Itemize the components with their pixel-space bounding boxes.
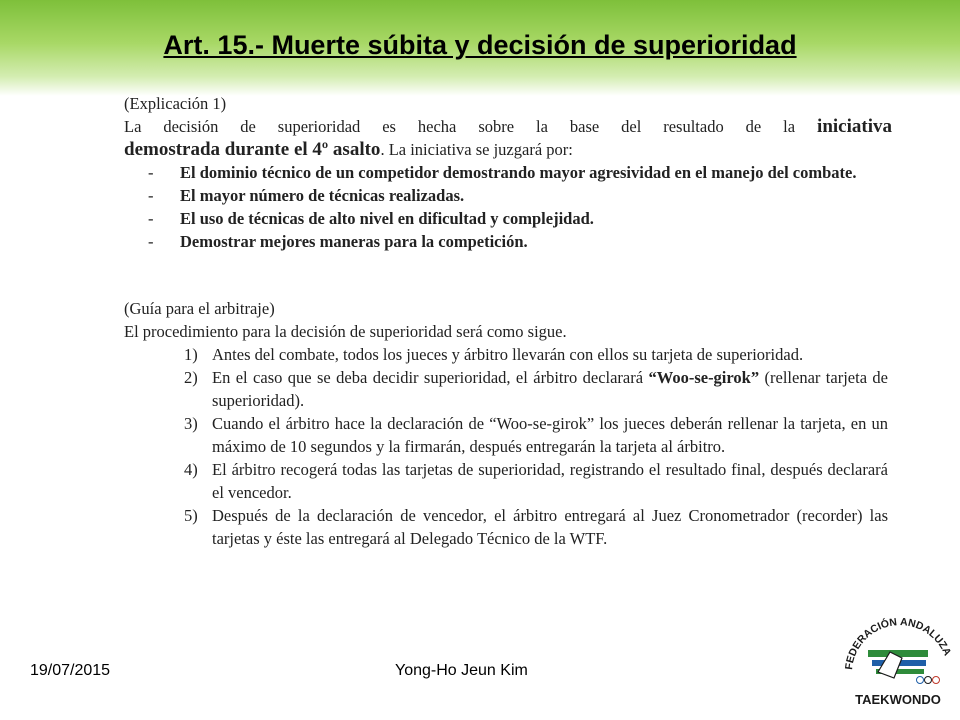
criteria-item: - El uso de técnicas de alto nivel en dificultad y complejidad. (148, 209, 594, 228)
logo-olympic-ring-2 (925, 677, 932, 684)
intro-text-end: . La iniciativa se juzgará por: (380, 140, 573, 159)
logo-olympic-ring-3 (933, 677, 940, 684)
guide-heading: (Guía para el arbitraje) (124, 299, 275, 318)
criteria-list (124, 161, 892, 253)
slide-title: Art. 15.- Muerte súbita y decisión de superioridad (163, 30, 797, 60)
procedure-step: 5) Después de la declaración de vencedor, el árbitro entregará al Juez Cronometrador (recorder) las tarjetas y éste las entregará al Delegado Técnico de la WTF. (184, 506, 888, 548)
criteria-item: - El dominio técnico de un competidor demostrando mayor agresividad en el manejo del combate. (148, 163, 857, 182)
federacion-logo (842, 614, 954, 710)
footer-date: 19/07/2015 (30, 662, 111, 679)
procedure-step: 1) Antes del combate, todos los jueces y árbitro llevarán con ellos su tarjeta de superioridad. (184, 345, 804, 364)
intro-bold-asalto: demostrada durante el 4º asalto (124, 139, 381, 160)
intro-line-1 (124, 115, 892, 138)
procedure-step: 3) Cuando el árbitro hace la declaración de “Woo-se-girok” los jueces deberán rellenar la tarjeta, en un máximo de 10 segundos y la firmarán, después entregarán la tarjeta al árbitro. (184, 414, 888, 456)
intro-bold-iniciativa: iniciativa (817, 116, 892, 137)
procedure-step: 4) El árbitro recogerá todas las tarjetas de superioridad, registrando el resultado final, después declarará el vencedor. (184, 460, 888, 502)
guide-intro: El procedimiento para la decisión de superioridad será como sigue. (124, 322, 567, 341)
criteria-item: - El mayor número de técnicas realizadas. (148, 186, 465, 205)
explanation-heading: (Explicación 1) (124, 94, 227, 113)
procedure-list (124, 343, 892, 550)
criteria-item: - Demostrar mejores maneras para la competición. (148, 232, 528, 251)
logo-olympic-rings (917, 677, 924, 684)
logo-bottom-text: TAEKWONDO (855, 692, 941, 707)
intro-text: La decisión de superioridad es hecha sobre la base del resultado de la (124, 117, 796, 136)
logo-arc-text: FEDERACIÓN ANDALUZA (843, 616, 954, 671)
document-scan (124, 92, 892, 550)
footer-author: Yong-Ho Jeun Kim (395, 662, 528, 679)
intro-line-2 (124, 138, 892, 161)
procedure-step: 2) En el caso que se deba decidir superioridad, el árbitro declarará “Woo-se-girok” (rellenar tarjeta de superioridad). (184, 368, 888, 410)
